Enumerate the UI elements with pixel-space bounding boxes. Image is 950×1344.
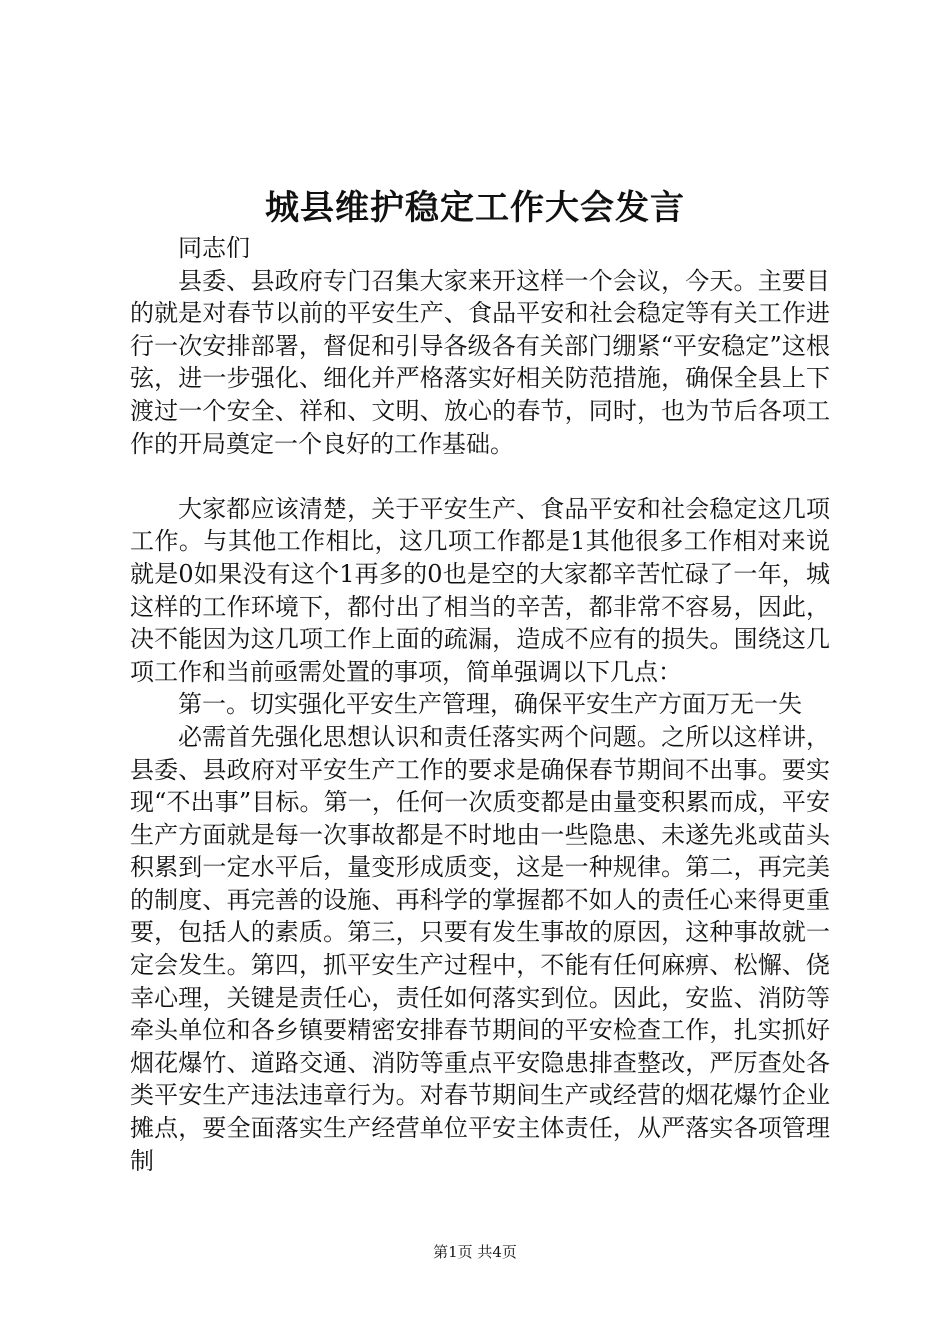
- paragraph-importance: 大家都应该清楚，关于平安生产、食品平安和社会稳定这几项工作。与其他工作相比，这几项工作都是1其他很多工作相对来说就是0如果没有这个1再多的0也是空的大家都辛苦忙碌了一年，城这样的工作环境下，都付出了相当的辛苦，都非常不容易，因此，决不能因为这几项工作上面的疏漏，造成不应有的损失。围绕这几项工作和当前亟需处置的事项，简单强调以下几点：: [130, 494, 830, 686]
- document-title: 城县维护稳定工作大会发言: [265, 188, 685, 228]
- document-body: [130, 232, 830, 1177]
- page-footer: 第1页 共4页: [433, 1243, 517, 1261]
- section-heading-first: 第一。切实强化平安生产管理，确保平安生产方面万无一失: [178, 690, 802, 719]
- paragraph-safety: 必需首先强化思想认识和责任落实两个问题。之所以这样讲，县委、县政府对平安生产工作的要求是确保春节期间不出事。要实现“不出事”目标。第一，任何一次质变都是由量变积累而成，平安生产方面就是每一次事故都是不时地由一些隐患、未遂先兆或苗头积累到一定水平后，量变形成质变，这是一种规律。第二，再完美的制度、再完善的设施、再科学的掌握都不如人的责任心来得更重要，包括人的素质。第三，只要有发生事故的原因，这种事故就一定会发生。第四，抓平安生产过程中，不能有任何麻痹、松懈、侥幸心理，关键是责任心，责任如何落实到位。因此，安监、消防等牵头单位和各乡镇要精密安排春节期间的平安检查工作，扎实抓好烟花爆竹、道路交通、消防等重点平安隐患排查整改，严厉查处各类平安生产违法违章行为。对春节期间生产或经营的烟花爆竹企业摊点，要全面落实生产经营单位平安主体责任，从严落实各项管理制: [130, 722, 830, 1175]
- salutation: 同志们: [178, 234, 250, 262]
- paragraph-intro: 县委、县政府专门召集大家来开这样一个会议，今天。主要目的就是对春节以前的平安生产、食品平安和社会稳定等有关工作进行一次安排部署，督促和引导各级各有关部门绷紧“平安稳定”这根弦，进一步强化、细化并严格落实好相关防范措施，确保全县上下渡过一个安全、祥和、文明、放心的春节，同时，也为节后各项工作的开局奠定一个良好的工作基础。: [130, 266, 830, 458]
